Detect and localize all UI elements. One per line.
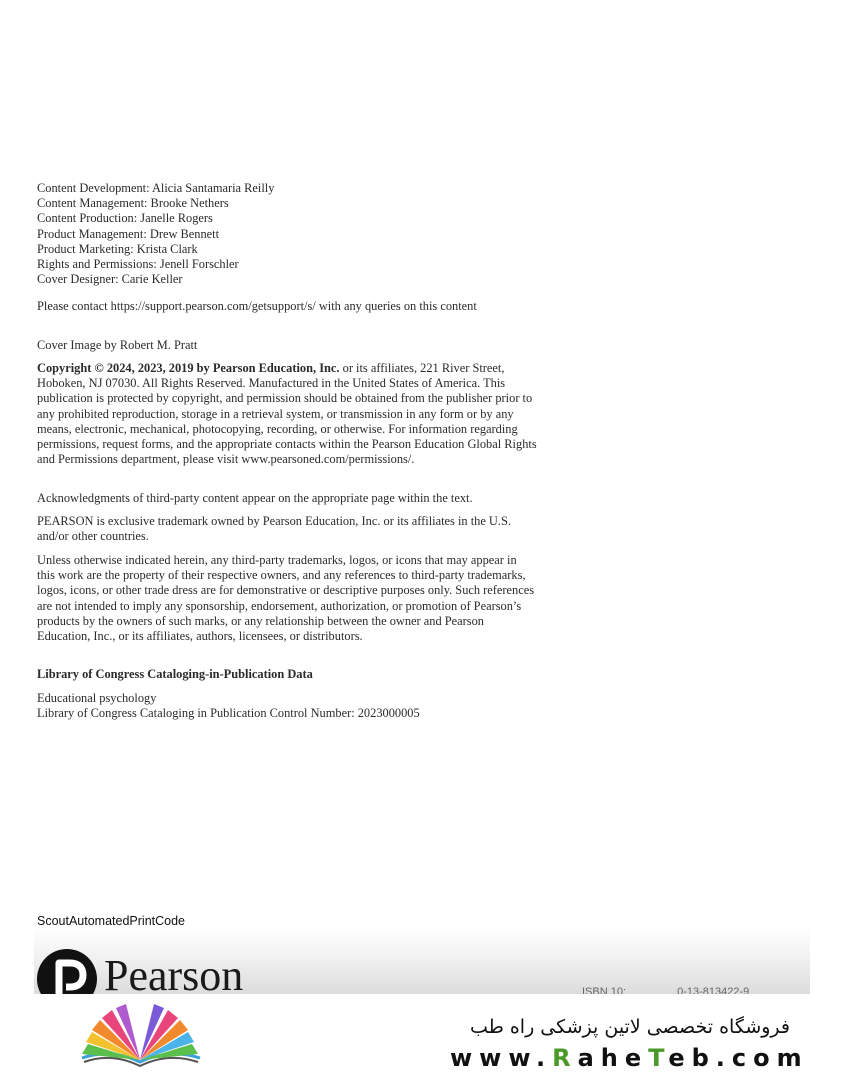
isbn-line: [582, 986, 782, 994]
trademark-paragraph: PEARSON is exclusive trademark owned by Pearson Education, Inc. or its affiliates in the U.S. and/or other countries.: [37, 514, 511, 544]
loc-line: Library of Congress Cataloging in Publication Control Number: 2023000005: [37, 706, 420, 721]
credit-line: Rights and Permissions: Jenell Forschler: [37, 257, 239, 272]
contact-paragraph: Please contact https://support.pearson.com/getsupport/s/ with any queries on this content: [37, 299, 477, 313]
copyright-bold: Copyright © 2024, 2023, 2019 by Pearson Education, Inc.: [37, 361, 340, 375]
pearson-wordmark: Pearson: [104, 954, 244, 994]
isbn-value: 0-13-813422-9: [677, 986, 750, 994]
cover-image-credit: Cover Image by Robert M. Pratt: [37, 338, 198, 352]
watermark-url: www.RaheTeb.com: [450, 1044, 809, 1072]
acknowledgments-paragraph: Acknowledgments of third-party content appear on the appropriate page within the text.: [37, 491, 473, 505]
credit-line: Content Management: Brooke Nethers: [37, 196, 229, 211]
credit-line: Content Development: Alicia Santamaria Reilly: [37, 181, 275, 195]
watermark-persian-text: فروشگاه تخصصی لاتین پزشکی راه طب: [470, 1016, 790, 1038]
credit-line: Cover Designer: Carie Keller: [37, 272, 183, 287]
pearson-logo-icon: [37, 948, 97, 994]
credit-line: Product Marketing: Krista Clark: [37, 241, 198, 256]
copyright-paragraph: [37, 361, 537, 467]
third-party-paragraph: Unless otherwise indicated herein, any third-party trademarks, logos, or icons that may appear in this work are the property of their respective owners, and any references to third-party trademarks, logos, icons, or other trade dress are for demonstrative or descriptive purposes only. Such references are not intended to imply any sponsorship, endorsement, authorization, or promotion of Pearson’s products by the owners of such marks, or any relationship between the owner and Pearson Education, Inc., or its affiliates, authors, licensees, or distributors.: [37, 553, 535, 644]
loc-data: [37, 691, 537, 721]
credit-line: Product Management: Drew Bennett: [37, 226, 220, 241]
loc-line: Educational psychology: [37, 691, 157, 705]
watermark-banner: [0, 994, 844, 1080]
copyright-rest: or its affiliates, 221 River Street, Hoboken, NJ 07030. All Rights Reserved. Manufactured in the United States of America. This publication is protected by copyright, and permission should be obtained from the publisher prior to any prohibited reproduction, storage in a retrieval system, or transmission in any form or by any means, electronic, mechanical, photocopying, recording, or otherwise. For information regarding permissions, request forms, and the appropriate contacts within the Pearson Education Global Rights and Permissions department, please visit www.pearsoned.com/permissions/.: [37, 361, 537, 467]
loc-heading: Library of Congress Cataloging-in-Publication Data: [37, 667, 313, 681]
isbn-label: ISBN 10:: [582, 986, 627, 994]
credits-list: [37, 181, 537, 287]
open-book-logo-icon: [78, 1002, 204, 1074]
credit-line: Content Production: Janelle Rogers: [37, 211, 213, 226]
print-code: ScoutAutomatedPrintCode: [37, 914, 186, 928]
